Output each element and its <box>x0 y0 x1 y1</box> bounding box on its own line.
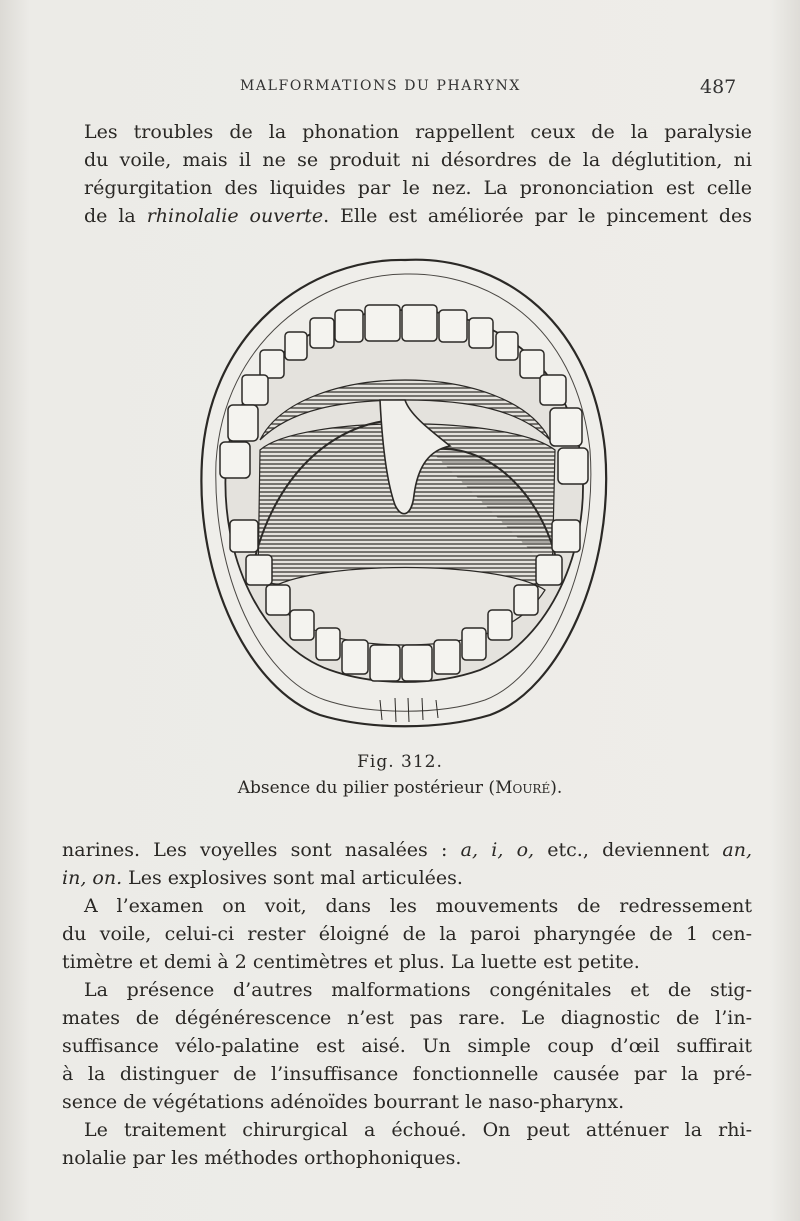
mouth-illustration <box>190 250 620 740</box>
page-number: 487 <box>700 76 737 98</box>
text-line: narines. Les voyelles sont nasalées : a, i, o, etc., deviennent an, <box>62 839 752 861</box>
text-line: Le traitement chirurgical a échoué. On peut atténuer la rhi- <box>84 1119 752 1141</box>
figure-title: Absence du pilier postérieur (Mouré). <box>237 778 563 798</box>
text-line: La présence d’autres malformations congénitales et de stig- <box>84 979 752 1001</box>
text-line: de la rhinolalie ouverte. Elle est améliorée par le pincement des <box>84 205 752 227</box>
running-title: MALFORMATIONS DU PHARYNX <box>240 78 521 94</box>
text-line: régurgitation des liquides par le nez. La prononciation est celle <box>84 177 752 199</box>
text-line: timètre et demi à 2 centimètres et plus. La luette est petite. <box>62 951 640 973</box>
term-rhinolalie: rhinolalie ouverte <box>146 205 324 227</box>
text-line: du voile, celui-ci rester éloigné de la paroi pharyngée de 1 cen- <box>62 923 752 945</box>
text-line: mates de dégénérescence n’est pas rare. Le diagnostic de l’in- <box>62 1007 752 1029</box>
page-header <box>0 78 800 102</box>
text-line: suffisance vélo-palatine est aisé. Un simple coup d’œil suffirait <box>62 1035 752 1057</box>
text-line: sence de végétations adénoïdes bourrant le naso-pharynx. <box>62 1091 625 1113</box>
text-line: Les troubles de la phonation rappellent ceux de la paralysie <box>84 121 752 143</box>
figure-number: Fig. 312. <box>357 752 443 772</box>
paragraph-body <box>62 836 752 1172</box>
figure-caption <box>0 752 800 798</box>
text-line: nolalie par les méthodes orthophoniques. <box>62 1147 462 1169</box>
text-line: A l’examen on voit, dans les mouvements de redressement <box>84 895 752 917</box>
text-line: du voile, mais il ne se produit ni désordres de la déglutition, ni <box>84 149 752 171</box>
text-line: à la distinguer de l’insuffisance fonctionnelle causée par la pré- <box>62 1063 752 1085</box>
paragraph-phonation <box>62 118 752 230</box>
text-line: in, on. Les explosives sont mal articulées. <box>62 867 463 889</box>
figure-author: Mouré <box>495 778 551 798</box>
